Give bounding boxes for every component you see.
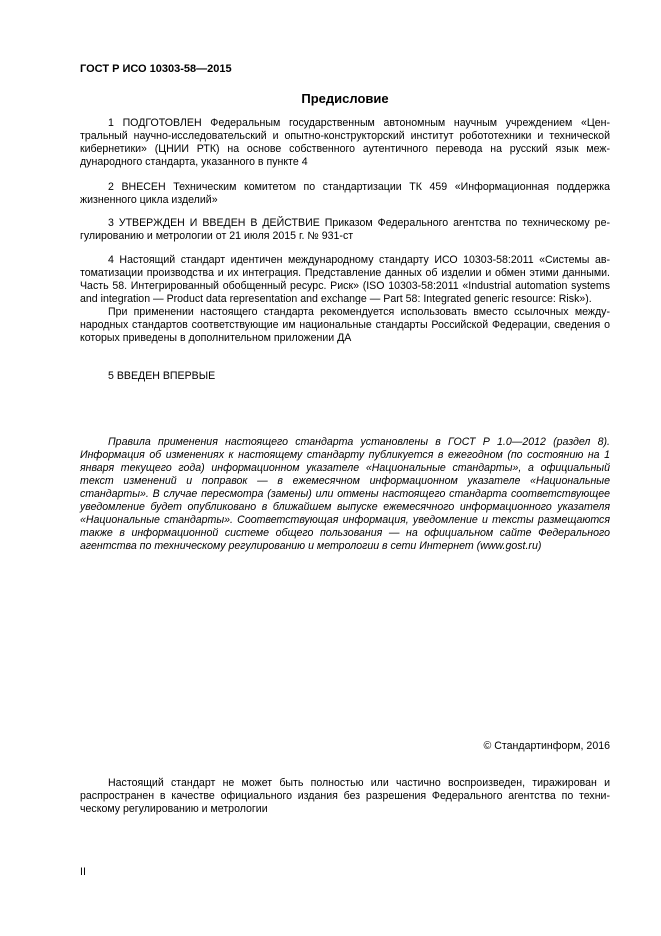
page-number: II [80,866,86,878]
paragraph-introduced: 2 ВНЕСЕН Техническим комитетом по стандартизации ТК 459 «Информационная поддержка жизненного цикла изделий» [80,181,610,206]
paragraph-first-introduced: 5 ВВЕДЕН ВПЕРВЫЕ [108,370,216,382]
paragraph-prepared: 1 ПОДГОТОВЛЕН Федеральным государственным автономным научным учреждением «Центральный научно-исследовательский и опытно-конструкторский институт робототехники и технической кибернетики» (ЦНИИ РТК) на основе собственного аутентичного перевода на русский язык международного стандарта, указанного в пункте 4 [80,117,610,168]
application-rules-notice: Правила применения настоящего стандарта установлены в ГОСТ Р 1.0—2012 (раздел 8). Информация об изменениях к настоящему стандарту публикуется в ежегодном (по состоянию на 1 января текущего года) информационном указателе «Национальные стандарты», а официальный текст изменений и поправок — в ежемесячном информационном указателе «Национальные стандарты». В случае пересмотра (замены) или отмены настоящего стандарта соответствующее уведомление будет опубликовано в ближайшем выпуске ежемесячного информационного указателя «Национальные стандарты». Соответствующая информация, уведомление и тексты размещаются также в информационной системе общего пользования — на официальном сайте Федерального агентства по техническому регулированию и метрологии в сети Интернет (www.gost.ru) [80,436,610,552]
paragraph-1-block [80,117,610,169]
paragraph-identical: 4 Настоящий стандарт идентичен международному стандарту ИСО 10303-58:2011 «Системы автоматизации производства и их интеграция. Представление данных об изделии и обмен этими данными. Часть 58. Интегрированный обобщенный ресурс. Риск» (ISO 10303-58:2011 «Industrial automation systems and integration — Product data representation and exchange — Part 58: Integrated generic resource: Risk»). [80,254,610,305]
paragraph-approved: 3 УТВЕРЖДЕН И ВВЕДЕН В ДЕЙСТВИЕ Приказом Федерального агентства по техническому регулированию и метрологии от 21 июля 2015 г. № 931-ст [80,217,610,242]
reproduction-notice: Настоящий стандарт не может быть полностью или частично воспроизведен, тиражирован и распространен в качестве официального издания без разрешения Федерального агентства по техническому регулированию и метрологии [80,777,610,815]
paragraph-2-block [80,181,610,207]
paragraph-references: При применении настоящего стандарта рекомендуется использовать вместо ссылочных международных стандартов соответствующие им национальные стандарты Российской Федерации, сведения о которых приведены в дополнительном приложении ДА [80,306,610,344]
paragraph-4-block [80,254,610,345]
paragraph-5-block [80,370,610,383]
standard-code-header: ГОСТ Р ИСО 10303-58—2015 [80,63,232,75]
page-title: Предисловие [301,91,389,106]
copyright-line: © Стандартинформ, 2016 [483,740,610,752]
paragraph-3-block [80,217,610,243]
